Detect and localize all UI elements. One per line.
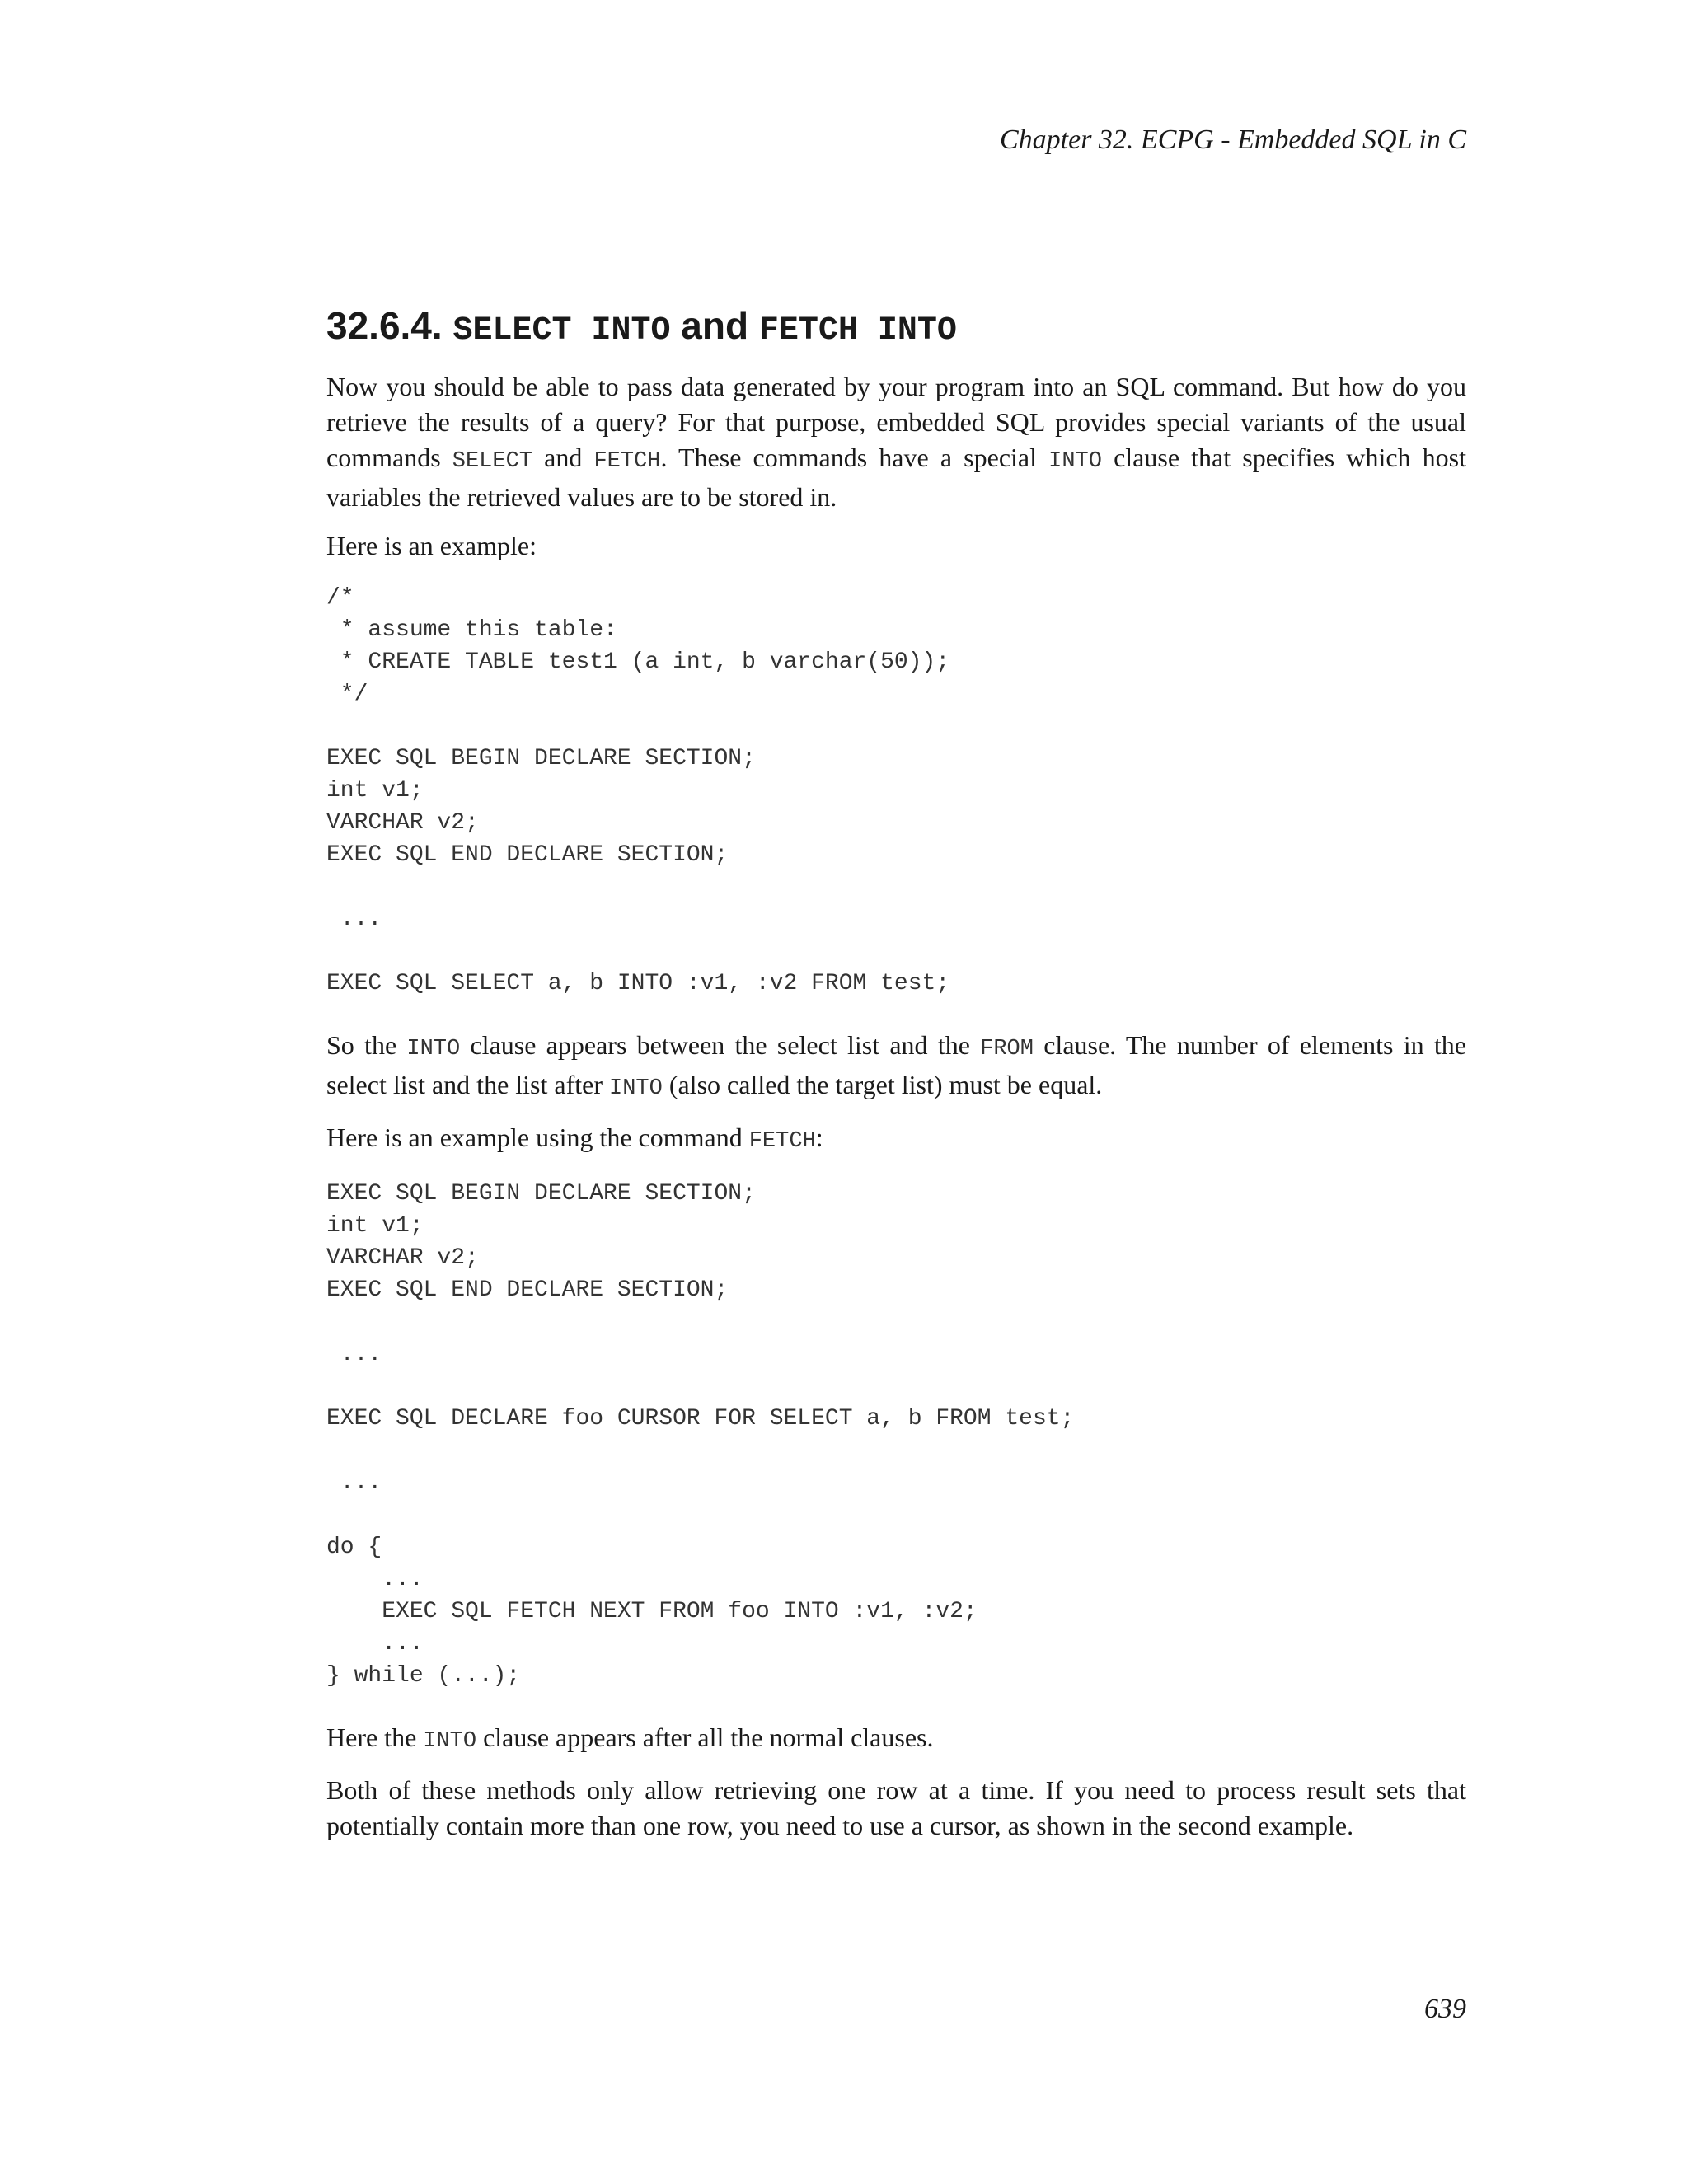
- example-lead-paragraph: Here is an example:: [326, 531, 537, 560]
- inline-code-select: SELECT: [452, 449, 532, 474]
- text-run: Here is an example using the command: [326, 1122, 749, 1152]
- fetch-example-lead-paragraph: [326, 1120, 1466, 1160]
- text-run: Now you should be able to pass data generated by your program into an SQL command. But how do you retrieve the results of a query? For that purpose, embedded SQL provides special variants of the usual commands: [326, 372, 1466, 472]
- page-number: 639: [1424, 1994, 1466, 2024]
- inline-code-into: INTO: [406, 1037, 461, 1062]
- text-run: clause that specifies which host variables the retrieved values are to be stored in.: [326, 443, 1466, 512]
- inline-code-into: INTO: [609, 1076, 663, 1101]
- text-run: and: [532, 443, 594, 472]
- inline-code-from: FROM: [980, 1037, 1034, 1062]
- inline-code-into: INTO: [423, 1729, 477, 1754]
- section-title-keyword-fetch-into: FETCH INTO: [758, 312, 957, 349]
- intro-paragraph: [326, 369, 1466, 515]
- code-example-select-into: /* * assume this table: * CREATE TABLE test1 (a int, b varchar(50)); */ EXEC SQL BEGIN DECLARE SECTION; int v1; VARCHAR v2; EXEC SQL END DECLARE SECTION; ... EXEC SQL SELECT a, b INTO :v1, :v2 FROM test;: [326, 585, 950, 996]
- into-clause-paragraph: [326, 1028, 1466, 1107]
- section-heading: [326, 303, 1466, 351]
- inline-code-into: INTO: [1048, 449, 1102, 474]
- section-title-keyword-select-into: SELECT INTO: [452, 312, 671, 349]
- text-run: So the: [326, 1030, 407, 1060]
- running-header: Chapter 32. ECPG - Embedded SQL in C: [999, 124, 1466, 155]
- code-example-fetch-into: EXEC SQL BEGIN DECLARE SECTION; int v1; VARCHAR v2; EXEC SQL END DECLARE SECTION; ... EXEC SQL DECLARE foo CURSOR FOR SELECT a, b FROM test; ... do { ... EXEC SQL FETCH NEXT FROM foo INTO :v1, :v2; ... } while (...);: [326, 1181, 1075, 1689]
- text-run: Here the: [326, 1722, 424, 1752]
- text-run: clause. The number of elements in the select list and the list after: [326, 1030, 1467, 1099]
- text-run: clause appears after all the normal clauses.: [476, 1722, 934, 1752]
- text-run: clause appears between the select list and the: [460, 1030, 981, 1060]
- section-number: 32.6.4.: [326, 304, 443, 347]
- page-content: [326, 303, 1466, 1857]
- into-after-clauses-paragraph: [326, 1720, 1466, 1760]
- section-title-and: and: [681, 304, 749, 347]
- inline-code-fetch: FETCH: [748, 1129, 816, 1154]
- text-run: . These commands have a special: [660, 443, 1049, 472]
- inline-code-fetch: FETCH: [593, 449, 661, 474]
- text-run: :: [815, 1122, 823, 1152]
- text-run: (also called the target list) must be equal.: [662, 1070, 1103, 1099]
- cursor-note-paragraph: Both of these methods only allow retrieving one row at a time. If you need to process result sets that potentially contain more than one row, you need to use a cursor, as shown in the second example.: [326, 1775, 1466, 1840]
